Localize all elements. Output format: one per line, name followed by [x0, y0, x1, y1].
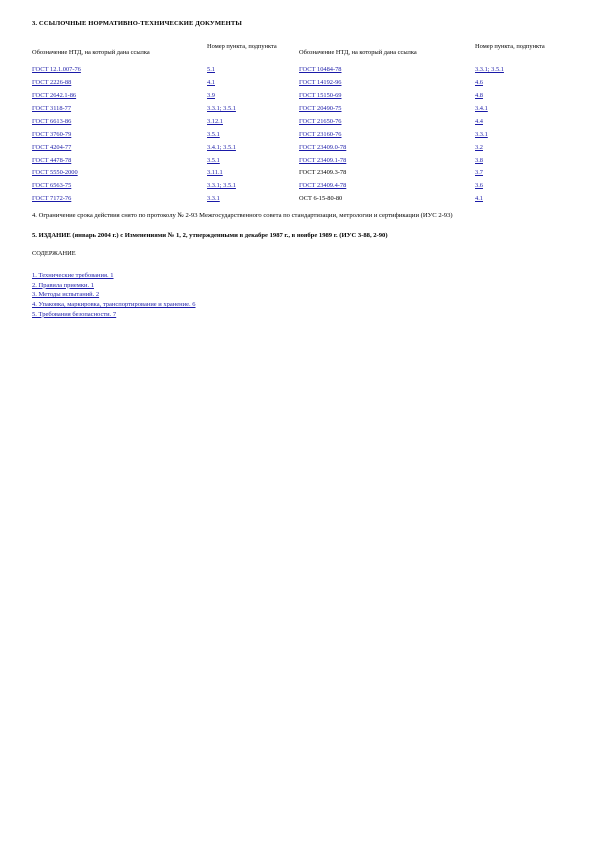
document-link[interactable]: ГОСТ 7172-76 [32, 195, 72, 203]
references-table [32, 43, 564, 205]
item-link[interactable]: 3.3.1 [475, 130, 488, 138]
table-row [32, 89, 564, 102]
item-link[interactable]: 3.9 [207, 92, 215, 100]
section-4-paragraph: 4. Ограничение срока действия снято по протоколу № 2-93 Межгосударственного совета по стандартизации, метрологии и сертификации (ИУС 2-93) [32, 212, 453, 220]
list-item [32, 290, 564, 300]
item-link[interactable]: 3.3.1 [207, 195, 220, 203]
document-link[interactable]: ГОСТ 6563-75 [32, 182, 72, 190]
table-header-row [32, 43, 564, 63]
document-link[interactable]: ГОСТ 23160-76 [299, 130, 342, 138]
table-row [32, 154, 564, 167]
table-row [32, 63, 564, 76]
table-row [32, 141, 564, 154]
item-link[interactable]: 4.1 [207, 79, 215, 87]
contents-link[interactable]: 1. Технические требования. 1 [32, 272, 114, 280]
document-link[interactable]: ГОСТ 4478-78 [32, 156, 72, 164]
document-link[interactable]: ГОСТ 23409.4-78 [299, 182, 347, 190]
document-page [32, 20, 564, 319]
item-link[interactable]: 3.12.1 [207, 117, 223, 125]
table-row [32, 166, 564, 179]
item-link[interactable]: 3.4.1 [475, 104, 488, 112]
list-item [32, 310, 564, 320]
document-link[interactable]: ГОСТ 10484-78 [299, 66, 342, 74]
document-link[interactable]: ГОСТ 3760-79 [32, 130, 72, 138]
table-row [32, 115, 564, 128]
document-name: ГОСТ 23409.3-78 [299, 169, 347, 177]
item-link[interactable]: 3.5.1 [207, 156, 220, 164]
document-link[interactable]: ГОСТ 3118-77 [32, 104, 72, 112]
item-link[interactable]: 3.6 [475, 182, 483, 190]
document-link[interactable]: ГОСТ 2642.1-86 [32, 92, 77, 100]
item-link[interactable]: 4.4 [475, 117, 483, 125]
item-link[interactable]: 3.5.1 [207, 130, 220, 138]
table-row [32, 102, 564, 115]
table-row [32, 128, 564, 141]
item-link[interactable]: 3.11.1 [207, 169, 223, 177]
list-item [32, 271, 564, 281]
contents-link[interactable]: 4. Упаковка, маркировка, транспортирование и хранение. 6 [32, 301, 196, 308]
table-row [32, 76, 564, 89]
table-row [32, 179, 564, 192]
section-5-paragraph: 5. ИЗДАНИЕ (январь 2004 г.) с Изменениями № 1, 2, утвержденными в декабре 1987 г., в ноябре 1989 г. (ИУС 3-88, 2-90) [32, 231, 388, 239]
document-link[interactable]: ГОСТ 2226-88 [32, 79, 72, 87]
document-link[interactable]: ГОСТ 23409.0-78 [299, 143, 347, 151]
document-link[interactable]: ГОСТ 23409.1-78 [299, 156, 347, 164]
column-header: Обозначение НТД, на который дана ссылка [299, 49, 417, 56]
document-link[interactable]: ГОСТ 6613-86 [32, 117, 72, 125]
item-link[interactable]: 5.1 [207, 66, 215, 74]
item-link[interactable]: 3.3.1; 3.5.1 [207, 104, 236, 112]
document-link[interactable]: ГОСТ 20490-75 [299, 104, 342, 112]
item-link[interactable]: 3.3.1; 3.5.1 [475, 66, 504, 74]
document-link[interactable]: ГОСТ 14192-96 [299, 79, 342, 87]
document-link[interactable]: ГОСТ 4204-77 [32, 143, 72, 151]
item-link[interactable]: 3.2 [475, 143, 483, 151]
column-header: Номер пункта, подпункта [475, 43, 545, 50]
table-row [32, 192, 564, 205]
item-link[interactable]: 4.6 [475, 79, 483, 87]
contents-link[interactable]: 2. Правила приемки. 1 [32, 281, 94, 289]
list-item [32, 281, 564, 291]
item-link[interactable]: 3.3.1; 3.5.1 [207, 182, 236, 190]
item-link[interactable]: 3.7 [475, 169, 483, 177]
column-header: Номер пункта, подпункта [207, 43, 277, 50]
item-link[interactable]: 4.8 [475, 92, 483, 100]
column-header: Обозначение НТД, на который дана ссылка [32, 49, 150, 56]
contents-link[interactable]: 5. Требования безопасности. 7 [32, 310, 117, 318]
document-link[interactable]: ГОСТ 5550-2000 [32, 169, 78, 177]
item-link[interactable]: 3.4.1; 3.5.1 [207, 143, 236, 151]
list-item [32, 300, 564, 310]
item-link[interactable]: 4.1 [475, 195, 483, 203]
contents-title: СОДЕРЖАНИЕ [32, 250, 76, 258]
document-name: ОСТ 6-15-80-80 [299, 195, 343, 203]
document-link[interactable]: ГОСТ 15150-69 [299, 92, 342, 100]
item-link[interactable]: 3.8 [475, 156, 483, 164]
document-link[interactable]: ГОСТ 12.1.007-76 [32, 66, 81, 74]
contents-link[interactable]: 3. Методы испытаний. 2 [32, 291, 100, 299]
contents-list [32, 271, 564, 319]
document-link[interactable]: ГОСТ 21650-76 [299, 117, 342, 125]
section-heading: 3. ССЫЛОЧНЫЕ НОРМАТИВНО-ТЕХНИЧЕСКИЕ ДОКУМЕНТЫ [32, 20, 242, 27]
